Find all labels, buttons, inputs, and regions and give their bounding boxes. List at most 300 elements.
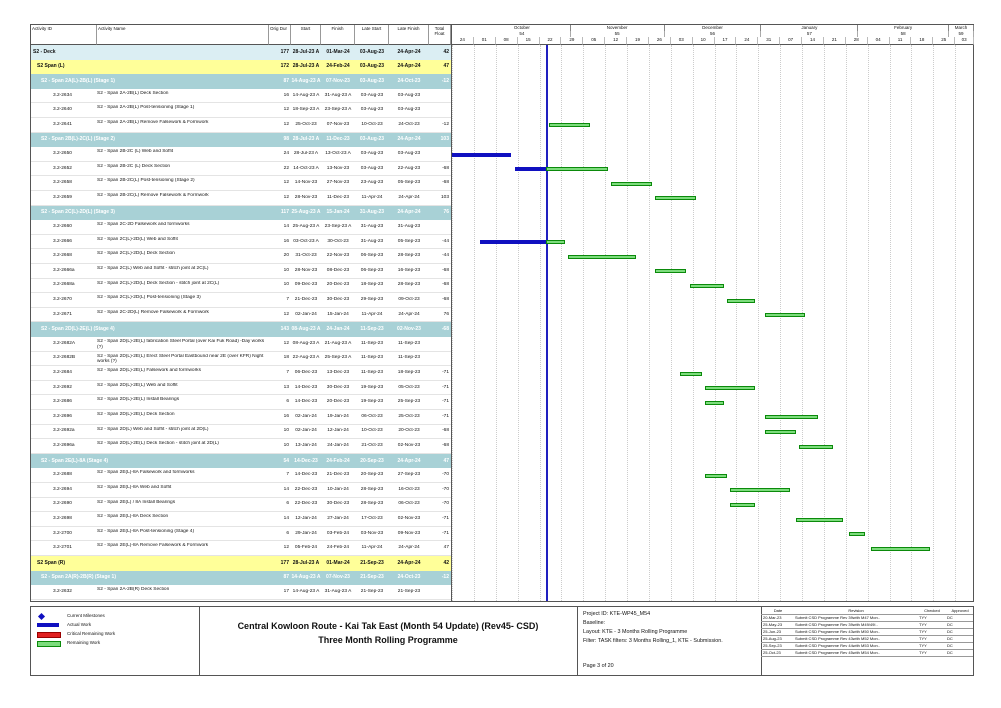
cell-dur: 18	[283, 355, 289, 361]
cell-ls: 19-Sep-23	[360, 384, 384, 390]
wbs-row[interactable]	[31, 60, 451, 75]
week-tick: 25	[933, 37, 955, 45]
col-header-name: Activity Name	[97, 25, 269, 45]
cell-ls: 06-Oct-23	[361, 413, 383, 419]
cell-start: 28-Nov-23	[294, 194, 318, 200]
cell-ls: 03-Aug-23	[359, 48, 385, 55]
cell-id: 3.2-2698	[53, 515, 72, 521]
legend-swatch	[38, 613, 45, 620]
table-row[interactable]	[31, 352, 451, 367]
cell-name: S2 - Span 2C(L)-2D(L) Web and Soffit	[97, 236, 178, 242]
actual-work-bar[interactable]	[480, 240, 546, 244]
cell-ls: 11-Sep-23	[360, 355, 384, 361]
week-tick: 19	[627, 37, 649, 45]
grid-line	[649, 45, 650, 601]
cell-finish: 23-Sep-23 A	[324, 223, 352, 229]
cell-name: S2 - Span 2D(L)-2E(L) Deck Section	[97, 412, 175, 417]
revision-cell: DC	[947, 614, 953, 620]
cell-id: 3.2-2692	[53, 384, 72, 390]
cell-tf: -68	[442, 296, 449, 302]
week-tick: 04	[868, 37, 890, 45]
remaining-work-bar[interactable]	[871, 547, 930, 551]
cell-lf: 03-Aug-23	[397, 92, 421, 98]
cell-ls: 03-Aug-23	[360, 107, 384, 113]
cell-lf: 27-Sep-23	[397, 472, 421, 478]
remaining-work-bar[interactable]	[705, 386, 755, 390]
revision-cell: Submit CSD Programme Rev 39with M49/49I..	[795, 621, 878, 627]
cell-finish: 13-Dec-23	[326, 369, 350, 375]
cell-start: 08-Aug-23 A	[292, 340, 320, 346]
cell-name: S2 - Span 2D(L)-2E(L) fabrication Steel Portal (over Kai Fuk Road) -Day works (?)	[97, 339, 265, 350]
week-tick: 11	[890, 37, 912, 45]
table-row[interactable]	[31, 162, 451, 177]
cell-start: 25-Aug-23 A	[291, 209, 321, 216]
cell-lf: 24-Apr-24	[398, 545, 420, 551]
cell-lf: 05-Sep-23	[397, 238, 421, 244]
grid-line	[780, 45, 781, 601]
cell-id: 3.2-2640	[53, 107, 72, 113]
table-row[interactable]	[31, 89, 451, 104]
grid-line	[496, 45, 497, 601]
week-tick: 14	[802, 37, 824, 45]
cell-lf: 02-Nov-23	[397, 442, 421, 448]
activity-table	[31, 45, 451, 601]
week-tick: 26	[649, 37, 671, 45]
grid-line	[452, 45, 453, 601]
week-tick: 31	[758, 37, 780, 45]
remaining-work-bar[interactable]	[727, 299, 755, 303]
revision-cell: TYY	[919, 621, 927, 627]
cell-lf: 31-Aug-23	[397, 223, 421, 229]
cell-lf: 24-Apr-24	[397, 559, 421, 566]
cell-id: 3.2-2658	[53, 180, 72, 186]
cell-start: 22-Dec-23	[294, 486, 318, 492]
cell-finish: 24-Jan-24	[327, 442, 349, 448]
table-row[interactable]	[31, 147, 451, 162]
table-row[interactable]	[31, 585, 451, 600]
cell-lf: 25-Sep-23	[397, 399, 421, 405]
cell-start: 25-Oct-23	[295, 121, 317, 127]
month-label: October	[474, 25, 571, 31]
cell-finish: 11-Dec-23	[326, 136, 350, 143]
table-row[interactable]	[31, 512, 451, 527]
grid-line	[868, 45, 869, 601]
revision-cell: TYY	[919, 628, 927, 634]
table-row[interactable]	[31, 439, 451, 454]
cell-id: 3.2-2659	[53, 194, 72, 200]
wbs-row[interactable]	[31, 454, 451, 469]
grid-line	[736, 45, 737, 601]
grid-line	[540, 45, 541, 601]
cell-ls: 19-Sep-23	[360, 399, 384, 405]
revision-table	[761, 607, 973, 675]
cell-tf: -70	[442, 472, 449, 478]
table-row[interactable]	[31, 279, 451, 294]
cell-dur: 10	[283, 442, 289, 448]
table-row[interactable]	[31, 293, 451, 308]
cell-id: 3.2-2700	[53, 530, 72, 536]
legend-swatch	[37, 641, 61, 647]
cell-dur: 6	[286, 530, 289, 536]
cell-tf: -12	[442, 121, 449, 127]
cell-dur: 54	[283, 457, 289, 464]
cell-ls: 06-Sep-23	[360, 253, 384, 259]
project-baseline: Baseline:	[583, 620, 606, 626]
table-row[interactable]	[31, 425, 451, 440]
cell-id: 3.2-2670	[53, 296, 72, 302]
cell-id: 3.2-2684	[53, 369, 72, 375]
remaining-work-bar[interactable]	[765, 415, 818, 419]
grid-line	[933, 45, 934, 601]
revision-header-cell: Revision	[848, 607, 864, 613]
cell-dur: 177	[280, 48, 289, 55]
cell-lf: 20-Oct-23	[398, 428, 420, 434]
cell-id: S2 Span (L)	[37, 63, 65, 70]
cell-finish: 24-Feb-24	[326, 63, 350, 70]
cell-lf: 18-Sep-23	[397, 369, 421, 375]
actual-work-bar[interactable]	[452, 153, 511, 157]
month-number: 57	[761, 31, 858, 37]
revision-cell: TYY	[919, 649, 927, 655]
cell-start: 14-Dec-23	[294, 384, 318, 390]
cell-start: 28-Jul-23 A	[292, 559, 320, 566]
cell-finish: 01-Mar-24	[326, 48, 350, 55]
cell-lf: 02-Nov-23	[397, 515, 421, 521]
grid-line	[627, 45, 628, 601]
cell-name: S2 - Span 2E(L) / 8A Install Bearings	[97, 499, 176, 505]
grid-line	[693, 45, 694, 601]
actual-work-bar[interactable]	[515, 167, 546, 171]
legend-label: Current Milestones	[67, 613, 105, 618]
cell-id: S2 - Span 2E(L)-8A (Stage 4)	[41, 457, 109, 464]
remaining-work-bar[interactable]	[796, 518, 843, 522]
remaining-work-bar[interactable]	[705, 474, 727, 478]
cell-finish: 27-Jan-24	[327, 515, 349, 521]
revision-row	[761, 649, 973, 657]
cell-ls: 03-Aug-23	[360, 92, 384, 98]
cell-ls: 10-Oct-23	[361, 428, 383, 434]
grid-line	[671, 45, 672, 601]
revision-cell: Submit CSD Programme Rev 44with M53 Mon..	[795, 642, 880, 648]
table-row[interactable]	[31, 337, 451, 352]
remaining-work-bar[interactable]	[705, 401, 724, 405]
cell-name: S2 - Span 2E(L)-8A Falsework and formworks	[97, 470, 195, 476]
cell-lf: 03-Aug-23	[397, 107, 421, 113]
cell-start: 21-Dec-23	[294, 296, 318, 302]
cell-finish: 15-Jan-24	[327, 311, 349, 317]
cell-lf: 05-Sep-23	[397, 180, 421, 186]
cell-id: S2 - Span 2A(L)-2B(L) (Stage 1)	[41, 77, 115, 84]
table-row[interactable]	[31, 176, 451, 191]
cell-id: S2 - Span 2A(R)-2B(R) (Stage 1)	[41, 574, 117, 581]
week-tick: 21	[824, 37, 846, 45]
cell-name: S2 - Span 2B-2C(L) Remove Falsework & Formwork	[97, 193, 209, 198]
week-tick: 10	[693, 37, 715, 45]
month-label: December	[665, 25, 762, 31]
cell-name: S2 - Span 2B-2C(L) Post-tensioning (Stage 2)	[97, 178, 195, 184]
cell-dur: 10	[283, 267, 289, 273]
cell-dur: 10	[283, 282, 289, 288]
cell-dur: 7	[286, 472, 289, 478]
cell-lf: 24-Apr-24	[397, 63, 421, 70]
cell-start: 28-Jul-23 A	[292, 63, 320, 70]
revision-cell: DC	[947, 635, 953, 641]
remaining-work-bar[interactable]	[549, 123, 590, 127]
grid-line	[605, 45, 606, 601]
cell-tf: -68	[441, 326, 449, 333]
cell-dur: 22	[283, 165, 289, 171]
wbs-row[interactable]	[31, 45, 451, 60]
cell-lf: 24-Oct-23	[397, 574, 421, 581]
project-layout: Layout: KTE - 3 Months Rolling Programme	[583, 629, 688, 635]
wbs-row[interactable]	[31, 133, 451, 148]
cell-tf: 103	[440, 136, 449, 143]
project-filter: Filter: TASK filters: 3 Months Rolling_1, KTE - Submission.	[583, 638, 723, 644]
cell-id: 3.2-2668a	[53, 282, 75, 288]
remaining-work-bar[interactable]	[680, 372, 702, 376]
cell-finish: 19-Jan-24	[327, 413, 349, 419]
remaining-work-bar[interactable]	[799, 445, 833, 449]
cell-ls: 20-Sep-23	[360, 457, 384, 464]
remaining-work-bar[interactable]	[568, 255, 637, 259]
cell-lf: 24-Apr-24	[397, 457, 421, 464]
month-number: 58	[858, 31, 949, 37]
cell-dur: 98	[283, 136, 289, 143]
cell-dur: 12	[283, 194, 289, 200]
cell-name: S2 - Span 2D(L)-2E(L) Web and Soffit	[97, 382, 178, 388]
grid-line	[715, 45, 716, 601]
cell-tf: -68	[442, 180, 449, 186]
wbs-row[interactable]	[31, 556, 451, 571]
cell-finish: 24-Feb-24	[326, 457, 350, 464]
remaining-work-bar[interactable]	[690, 284, 724, 288]
cell-finish: 07-Nov-23	[326, 77, 350, 84]
revision-cell: DC	[947, 642, 953, 648]
cell-tf: -71	[442, 384, 449, 390]
cell-start: 28-Jul-23 A	[292, 136, 320, 143]
cell-start: 14-Dec-23	[294, 399, 318, 405]
wbs-row[interactable]	[31, 322, 451, 337]
month-number: 55	[571, 31, 665, 37]
revision-cell: 25-Sep-23	[763, 642, 782, 648]
cell-name: S2 - Span 2A-2B(L) Post-tensioning (Stage 1)	[97, 105, 195, 111]
table-row[interactable]	[31, 498, 451, 513]
revision-cell: 25-Oct-23	[763, 649, 781, 655]
cell-id: 3.2-2701	[53, 545, 72, 551]
table-row[interactable]	[31, 541, 451, 556]
revision-header-cell: Approved	[951, 607, 969, 613]
cell-finish: 30-Dec-23	[326, 501, 350, 507]
cell-dur: 20	[283, 253, 289, 259]
cell-finish: 21-Aug-23 A	[324, 340, 352, 346]
cell-tf: -12	[441, 77, 449, 84]
month-label: November	[571, 25, 665, 31]
table-row[interactable]	[31, 410, 451, 425]
remaining-work-bar[interactable]	[849, 532, 865, 536]
cell-finish: 13-Nov-23	[326, 165, 350, 171]
remaining-work-bar[interactable]	[655, 269, 686, 273]
report-title: Central Kowloon Route - Kai Tak East (Month 54 Update) (Rev45- CSD)	[237, 621, 539, 631]
week-tick: 03	[955, 37, 974, 45]
cell-finish: 30-Dec-23	[326, 296, 350, 302]
remaining-work-bar[interactable]	[546, 240, 565, 244]
cell-tf: -68	[442, 165, 449, 171]
table-row[interactable]	[31, 191, 451, 206]
cell-name: S2 - Span 2D(L)-2E(L) Falsework and formworks	[97, 368, 201, 374]
cell-lf: 24-Apr-24	[397, 136, 421, 143]
table-row[interactable]	[31, 527, 451, 542]
legend-swatch	[37, 632, 61, 638]
table-row[interactable]	[31, 103, 451, 118]
table-row[interactable]	[31, 118, 451, 133]
footer	[30, 606, 974, 676]
cell-ls: 31-Aug-23	[360, 238, 384, 244]
cell-ls: 23-Aug-23	[360, 180, 384, 186]
cell-tf: 47	[443, 63, 449, 70]
cell-ls: 17-Oct-23	[361, 515, 383, 521]
cell-id: 3.2-2650	[53, 150, 72, 156]
cell-lf: 03-Aug-23	[397, 150, 421, 156]
cell-id: S2 - Span 2C(L)-2D(L) (Stage 3)	[41, 209, 115, 216]
table-row[interactable]	[31, 395, 451, 410]
week-tick: 15	[518, 37, 540, 45]
grid-line	[890, 45, 891, 601]
revision-cell: DC	[947, 628, 953, 634]
revision-cell: 20-Mar-23	[763, 614, 782, 620]
cell-lf: 16-Sep-23	[397, 267, 421, 273]
cell-tf: -68	[442, 282, 449, 288]
remaining-work-bar[interactable]	[611, 182, 652, 186]
table-row[interactable]	[31, 468, 451, 483]
week-tick: 24	[452, 37, 474, 45]
table-row[interactable]	[31, 264, 451, 279]
week-tick: 22	[540, 37, 562, 45]
cell-finish: 07-Nov-23	[326, 574, 350, 581]
cell-name: S2 - Span 2D(L)-2E(L) Install Bearings	[97, 397, 180, 403]
table-row[interactable]	[31, 220, 451, 235]
remaining-work-bar[interactable]	[546, 167, 609, 171]
cell-dur: 16	[283, 92, 289, 98]
remaining-work-bar[interactable]	[655, 196, 696, 200]
remaining-work-bar[interactable]	[765, 430, 796, 434]
cell-lf: 06-Oct-23	[398, 501, 420, 507]
cell-lf: 24-Apr-24	[398, 194, 420, 200]
cell-lf: 09-Oct-23	[398, 296, 420, 302]
cell-tf: -68	[442, 442, 449, 448]
cell-dur: 87	[283, 77, 289, 84]
cell-id: 3.2-2696a	[53, 442, 75, 448]
week-tick: 08	[496, 37, 518, 45]
project-info	[577, 607, 762, 675]
report-subtitle: Three Month Rolling Programme	[318, 635, 458, 645]
col-header-start: Start	[291, 25, 321, 45]
cell-start: 06-Dec-23	[294, 369, 318, 375]
cell-ls: 21-Oct-23	[361, 442, 383, 448]
cell-id: 3.2-2671	[53, 311, 72, 317]
revision-cell: DC	[947, 649, 953, 655]
revision-cell: Submit CSD Programme Rev 45with M54 Mon..	[795, 649, 880, 655]
wbs-row[interactable]	[31, 74, 451, 89]
cell-ls: 03-Aug-23	[360, 150, 384, 156]
cell-dur: 12	[283, 311, 289, 317]
cell-dur: 12	[283, 545, 289, 551]
cell-dur: 6	[286, 501, 289, 507]
cell-dur: 172	[280, 63, 289, 70]
remaining-work-bar[interactable]	[730, 488, 789, 492]
legend-swatch	[37, 623, 59, 627]
grid-line	[846, 45, 847, 601]
week-tick: 17	[715, 37, 737, 45]
cell-finish: 27-Nov-23	[326, 180, 350, 186]
cell-tf: -71	[442, 515, 449, 521]
cell-ls: 11-Sep-23	[360, 326, 384, 333]
cell-dur: 7	[286, 296, 289, 302]
cell-ls: 28-Sep-23	[360, 501, 384, 507]
cell-tf: 103	[440, 194, 449, 200]
cell-start: 03-Oct-23 A	[293, 238, 319, 244]
revision-cell: Submit CSD Programme Rev 39with M47 Mon..	[795, 614, 880, 620]
table-row[interactable]	[31, 308, 451, 323]
week-tick: 03	[671, 37, 693, 45]
table-row[interactable]	[31, 249, 451, 264]
table-row[interactable]	[31, 235, 451, 250]
table-row[interactable]	[31, 483, 451, 498]
wbs-row[interactable]	[31, 571, 451, 586]
wbs-row[interactable]	[31, 206, 451, 221]
cell-ls: 18-Sep-23	[360, 282, 384, 288]
cell-lf: 21-Sep-23	[397, 588, 421, 594]
cell-finish: 08-Dec-23	[326, 267, 350, 273]
cell-name: S2 - Span 2A-2B(L) Deck Section	[97, 90, 169, 96]
month-number: 56	[665, 31, 762, 37]
cell-ls: 21-Sep-23	[360, 559, 384, 566]
cell-tf: -68	[442, 428, 449, 434]
cell-ls: 03-Nov-23	[360, 530, 384, 536]
cell-start: 02-Jan-24	[295, 311, 317, 317]
cell-ls: 28-Sep-23	[360, 486, 384, 492]
table-row[interactable]	[31, 366, 451, 381]
cell-finish: 22-Nov-23	[326, 253, 350, 259]
cell-finish: 21-Dec-23	[326, 472, 350, 478]
table-row[interactable]	[31, 381, 451, 396]
col-header-total-float: Total Float	[429, 25, 451, 45]
revision-cell: TYY	[919, 614, 927, 620]
cell-lf: 11-Sep-23	[397, 355, 421, 361]
cell-dur: 16	[283, 413, 289, 419]
cell-tf: -71	[442, 369, 449, 375]
cell-lf: 11-Sep-23	[397, 340, 421, 346]
cell-dur: 12	[283, 340, 289, 346]
remaining-work-bar[interactable]	[765, 313, 806, 317]
cell-id: S2 - Deck	[33, 48, 56, 55]
cell-dur: 24	[283, 150, 289, 156]
cell-tf: -71	[442, 399, 449, 405]
grid-line	[955, 45, 956, 601]
cell-start: 12-Jan-24	[295, 515, 317, 521]
title-block	[199, 607, 578, 675]
cell-lf: 02-Nov-23	[397, 326, 421, 333]
cell-dur: 12	[283, 180, 289, 186]
grid-line	[474, 45, 475, 601]
week-tick: 18	[911, 37, 933, 45]
remaining-work-bar[interactable]	[730, 503, 755, 507]
cell-name: S2 - Span 2E(L)-8A Deck Section	[97, 514, 169, 520]
cell-id: 3.2-2634	[53, 92, 72, 98]
cell-tf: -70	[442, 486, 449, 492]
cell-ls: 31-Aug-23	[359, 209, 385, 216]
cell-name: S2 - Span 2D(L)-2E(L) Deck Section - stitch joint at 2D(L)	[97, 441, 219, 447]
cell-ls: 29-Sep-23	[360, 296, 384, 302]
